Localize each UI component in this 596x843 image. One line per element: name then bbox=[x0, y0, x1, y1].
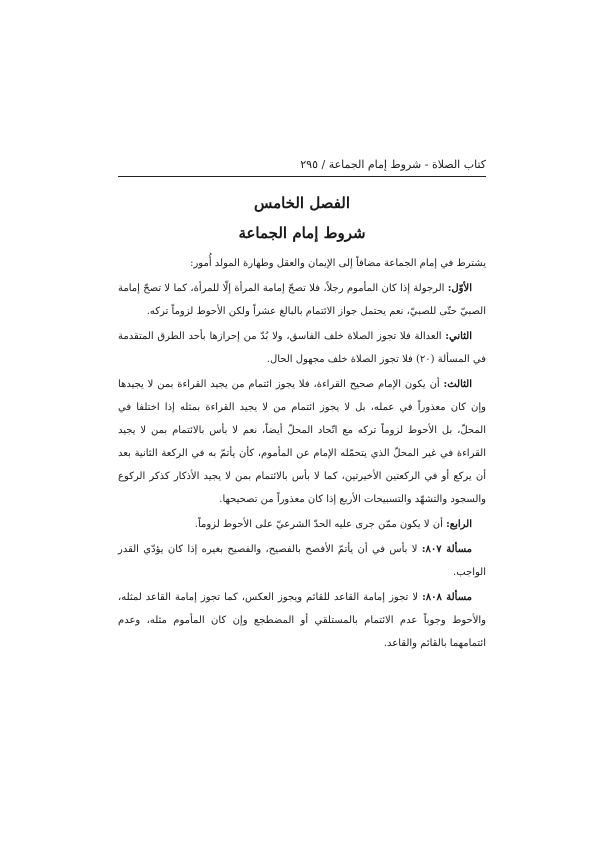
paragraph-lead: الثالث: bbox=[443, 379, 472, 390]
section-title: شروط إمام الجماعة bbox=[238, 224, 366, 242]
paragraph-lead: الرابع: bbox=[446, 519, 472, 530]
paragraph-text: أن يكون الإمام صحيح القراءة، فلا يجوز ائتمام من يجيد القراءة بمن لا يجيدها وإن كان معذوراً في عمله، بل لا يجوز ائتمام من لا يجيد القراءة بمثله إذا اختلفا في المحلّ، بل الأحوط لزوماً تركه مع اتّحاد المحلّ أيضاً، نعم لا بأس بالائتمام بمن لا يجيد القراءة في غير المحلّ الذي يتحمّله الإمام عن المأموم، كأن يأتمّ به في الركعة الثانية بعد أن يركع أو في الركعتين الأخيرتين، كما لا بأس بالائتمام بمن لا يجيد الأذكار كذكر الركوع والسجود والتشهّد والتسبيحات الأربع إذا كان معذوراً من تصحيحها. bbox=[118, 379, 486, 505]
running-header: كتاب الصلاة - شروط إمام الجماعة / ٢٩٥ bbox=[300, 158, 486, 171]
chapter-title: الفصل الخامس bbox=[253, 194, 351, 212]
paragraph-condition-4 bbox=[118, 513, 486, 536]
paragraph-lead: مسألة ٨٠٧: bbox=[421, 544, 473, 555]
paragraph-text: الرجولة إذا كان المأموم رجلاً، فلا تصحّ إمامة المرأة إلّا للمرأة، كما لا تصحّ إمامة الصبيّ حتّى للصبيّ، نعم يحتمل جواز الائتمام بالبالغ عشراً ولكن الأحوط لزوماً تركه. bbox=[118, 283, 486, 317]
paragraph-lead: الأوّل: bbox=[447, 283, 472, 294]
paragraph-condition-1 bbox=[118, 277, 486, 323]
paragraph-intro bbox=[118, 252, 486, 275]
paragraph-lead: الثاني: bbox=[445, 331, 472, 342]
paragraph-text: لا بأس في أن يأتمّ الأفصح بالفصيح، والفصيح بغيره إذا كان يؤدّي القدر الواجب. bbox=[118, 544, 486, 578]
paragraph-issue-807 bbox=[118, 538, 486, 584]
paragraph-condition-3 bbox=[118, 373, 486, 511]
paragraph-issue-808 bbox=[118, 586, 486, 655]
paragraph-lead: مسألة ٨٠٨: bbox=[422, 592, 472, 603]
paragraph-text: لا تجوز إمامة القاعد للقائم ويجوز العكس، كما تجوز إمامة القاعد لمثله، والأحوط وجوباً عدم الائتمام بالمستلقي أو المضطجع وإن كان المأموم مثله، وعدم ائتمامهما بالقائم والقاعد. bbox=[118, 592, 486, 649]
paragraph-text: العدالة فلا تجوز الصلاة خلف الفاسق، ولا بُدّ من إحرازها بأحد الطرق المتقدمة في المسألة (٢٠) فلا تجوز الصلاة خلف مجهول الحال. bbox=[118, 331, 486, 365]
paragraph-condition-2 bbox=[118, 325, 486, 371]
paragraph-text: يشترط في إمام الجماعة مضافاً إلى الإيمان والعقل وطهارة المولد أُمور: bbox=[190, 258, 486, 269]
paragraph-text: أن لا يكون ممّن جرى عليه الحدّ الشرعيّ على الأحوط لزوماً. bbox=[194, 519, 447, 530]
header-rule bbox=[118, 176, 486, 177]
body-text bbox=[118, 252, 486, 657]
